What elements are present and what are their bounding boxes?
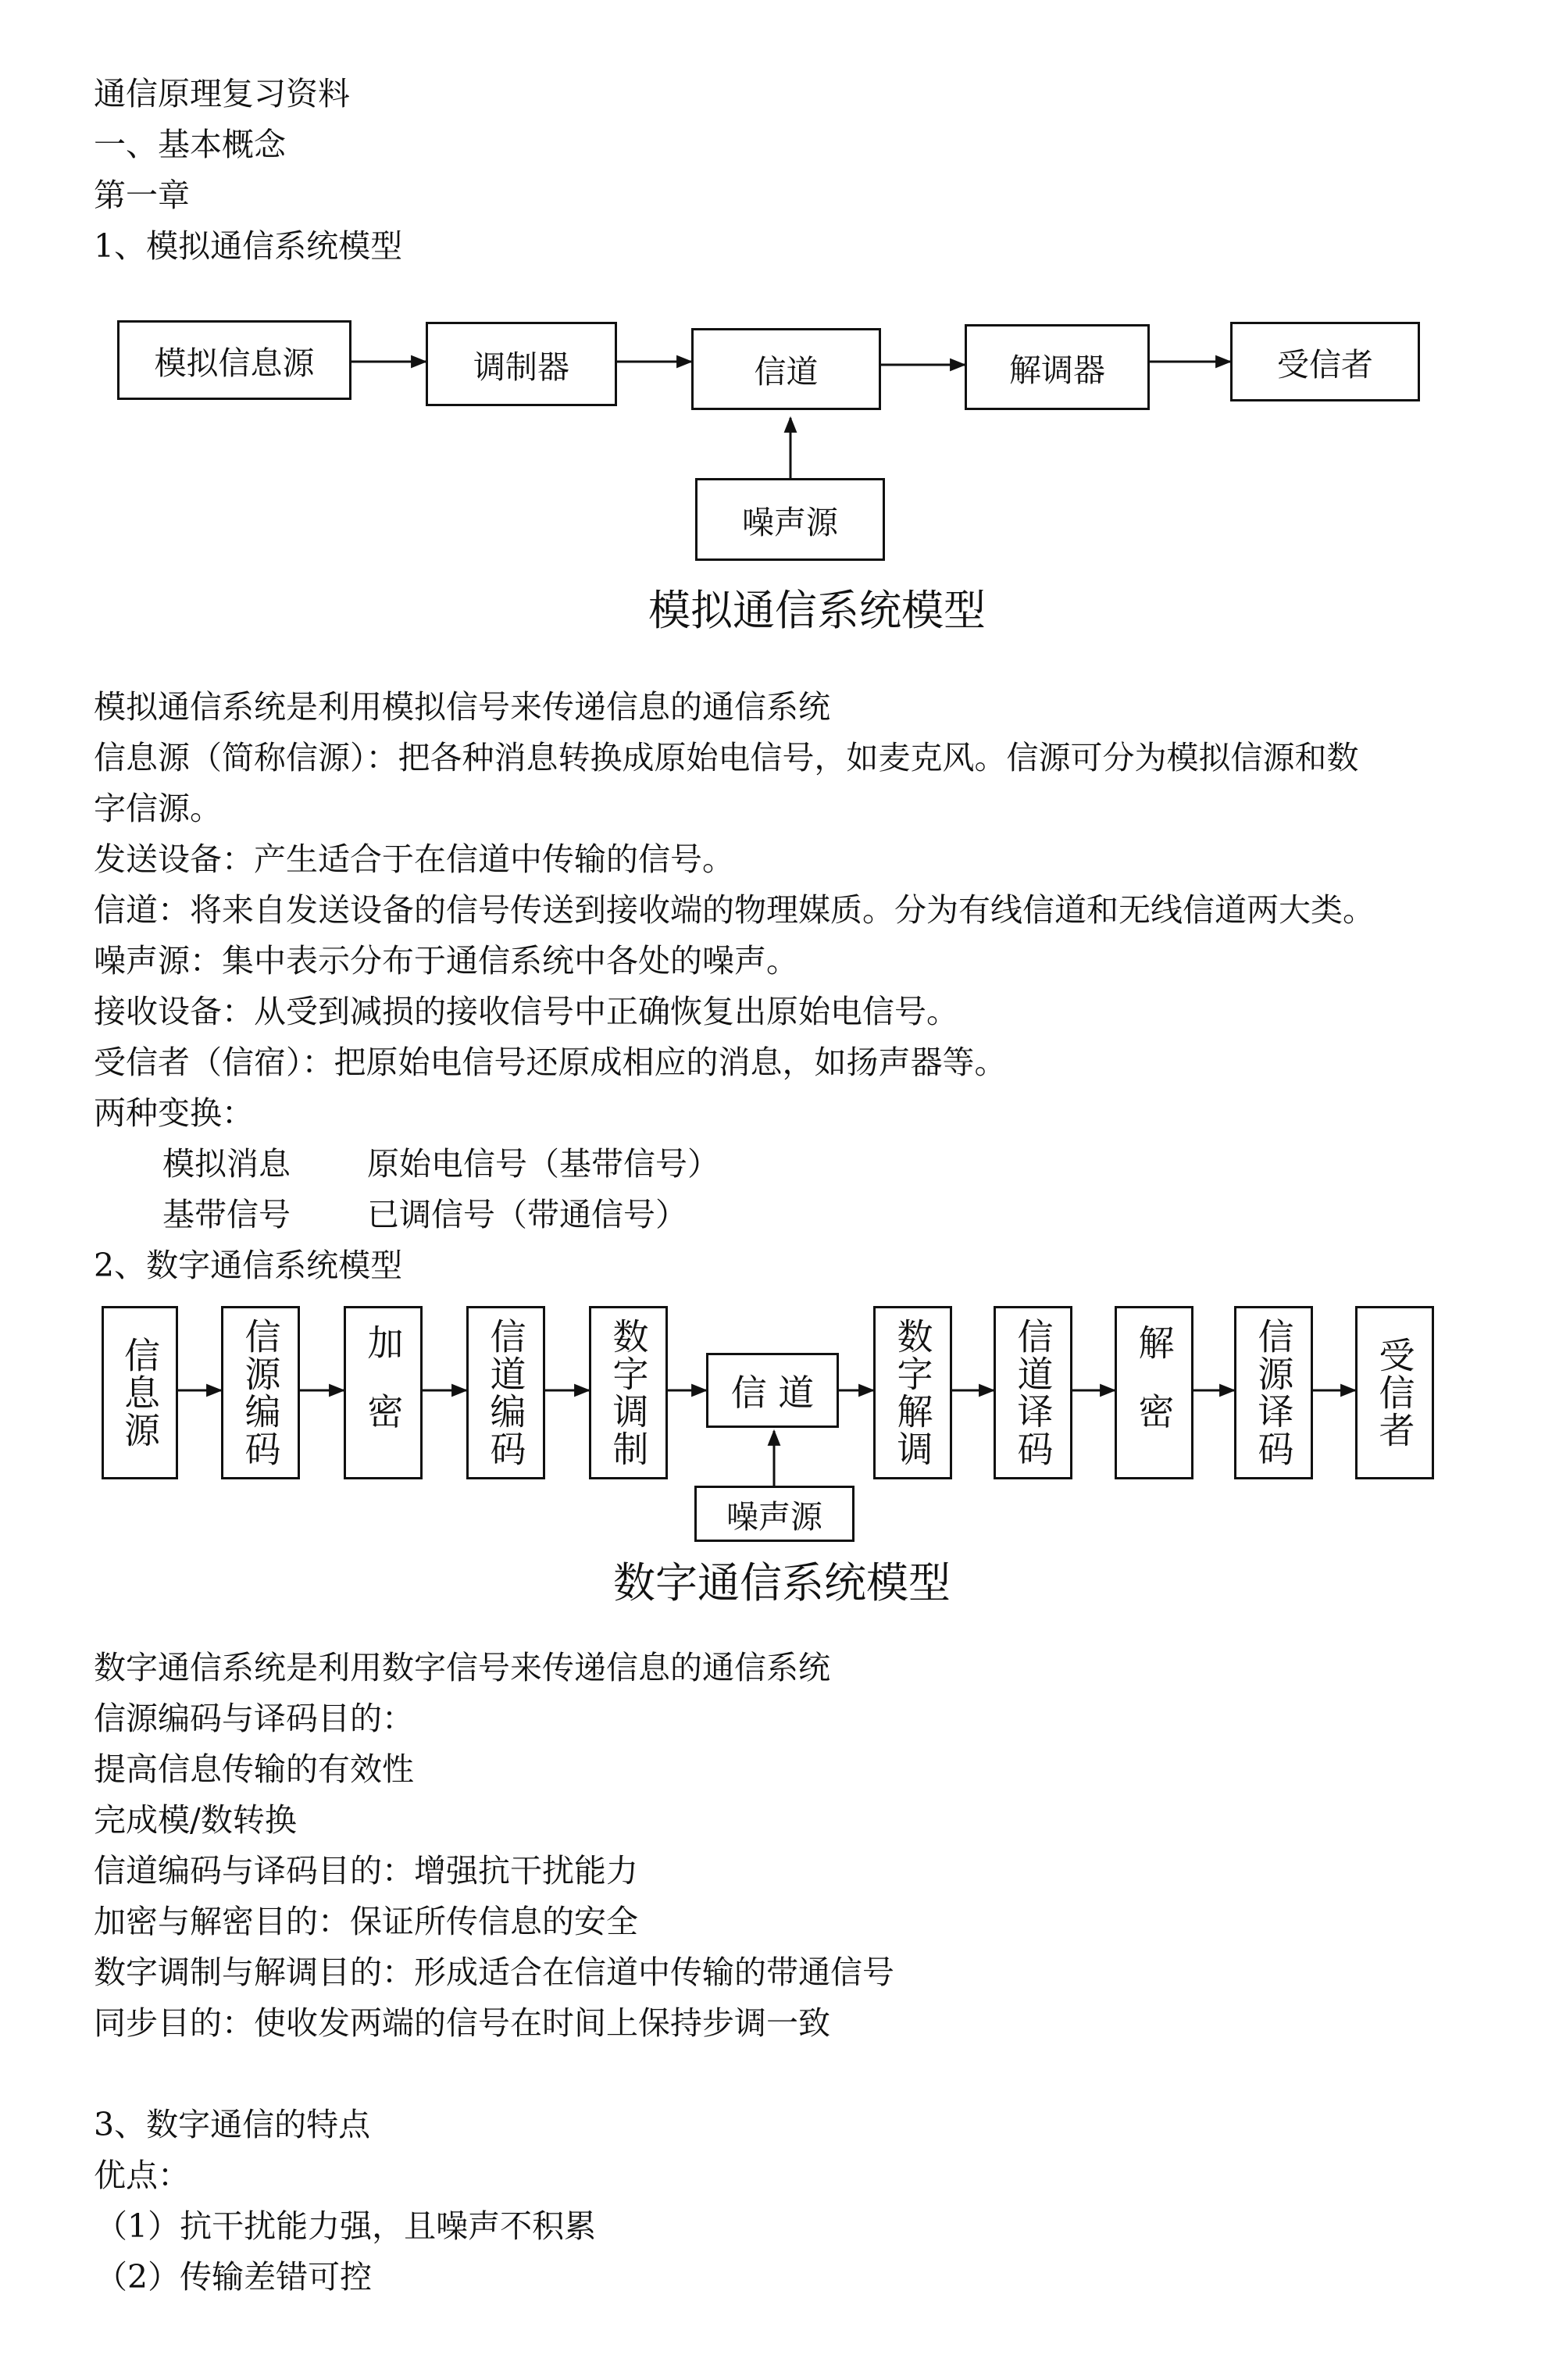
noise-description: 噪声源：集中表示分布于通信系统中各处的噪声。 xyxy=(94,942,798,979)
receiver-equipment-description: 接收设备：从受到减损的接收信号中正确恢复出原始电信号。 xyxy=(94,993,958,1030)
section-heading: 一、基本概念 xyxy=(94,126,286,163)
synchronization-purpose: 同步目的：使收发两端的信号在时间上保持步调一致 xyxy=(94,2004,830,2042)
item2-heading: 2、数字通信系统模型 xyxy=(94,1247,403,1284)
advantages-label: 优点： xyxy=(94,2157,190,2194)
transform2-from: 基带信号 xyxy=(162,1196,291,1233)
analog-diagram-caption: 模拟通信系统模型 xyxy=(648,586,986,635)
digital-source-box: 信息源 xyxy=(102,1306,178,1479)
analog-receiver-box: 受信者 xyxy=(1230,322,1420,401)
item3-heading: 3、数字通信的特点 xyxy=(94,2106,371,2143)
channel-description: 信道：将来自发送设备的信号传送到接收端的物理媒质。分为有线信道和无线信道两大类。 xyxy=(94,891,1375,929)
analog-source-box: 模拟信息源 xyxy=(117,320,351,400)
digital-channel-box: 信 道 xyxy=(706,1353,839,1428)
modulation-purpose: 数字调制与解调目的：形成适合在信道中传输的带通信号 xyxy=(94,1954,894,1991)
advantage-2: （2）传输差错可控 xyxy=(95,2258,373,2296)
encryption-purpose: 加密与解密目的：保证所传信息的安全 xyxy=(94,1903,638,1940)
source-coding-purpose-1: 提高信息传输的有效性 xyxy=(94,1750,414,1788)
source-decoder-box: 信源译码 xyxy=(1234,1306,1313,1479)
analog-definition: 模拟通信系统是利用模拟信号来传递信息的通信系统 xyxy=(94,688,830,726)
transmitter-description: 发送设备：产生适合于在信道中传输的信号。 xyxy=(94,840,734,878)
source-description-line1: 信息源（简称信源）：把各种消息转换成原始电信号，如麦克风。信源可分为模拟信源和数 xyxy=(94,739,1359,776)
document-title: 通信原理复习资料 xyxy=(94,75,350,112)
sink-description: 受信者（信宿）：把原始电信号还原成相应的消息，如扬声器等。 xyxy=(94,1044,1007,1081)
decryption-box: 解密 xyxy=(1115,1306,1193,1479)
digital-receiver-box: 受信者 xyxy=(1355,1306,1434,1479)
modulator-box: 调制器 xyxy=(426,322,617,406)
two-transformations-label: 两种变换： xyxy=(94,1094,254,1132)
transform1-to: 原始电信号（基带信号） xyxy=(367,1145,719,1183)
transform1-from: 模拟消息 xyxy=(162,1145,291,1183)
analog-noise-box: 噪声源 xyxy=(695,478,885,561)
advantage-1: （1）抗干扰能力强，且噪声不积累 xyxy=(95,2207,597,2245)
source-coding-purpose-2: 完成模/数转换 xyxy=(94,1801,297,1839)
source-description-line2: 字信源。 xyxy=(94,790,222,827)
source-encoder-box: 信源编码 xyxy=(221,1306,300,1479)
digital-demodulator-box: 数字解调 xyxy=(873,1306,952,1479)
transform2-to: 已调信号（带通信号） xyxy=(367,1196,687,1233)
source-coding-purpose-label: 信源编码与译码目的： xyxy=(94,1700,414,1737)
item1-heading: 1、模拟通信系统模型 xyxy=(94,227,403,265)
channel-decoder-box: 信道译码 xyxy=(994,1306,1072,1479)
analog-channel-box: 信道 xyxy=(691,328,881,410)
channel-coding-purpose: 信道编码与译码目的：增强抗干扰能力 xyxy=(94,1852,638,1889)
digital-modulator-box: 数字调制 xyxy=(589,1306,668,1479)
digital-diagram-caption: 数字通信系统模型 xyxy=(613,1558,951,1607)
demodulator-box: 解调器 xyxy=(965,324,1150,410)
channel-encoder-box: 信道编码 xyxy=(466,1306,545,1479)
digital-noise-box: 噪声源 xyxy=(694,1486,854,1542)
chapter-heading: 第一章 xyxy=(94,177,190,214)
encryption-box: 加密 xyxy=(344,1306,423,1479)
digital-definition: 数字通信系统是利用数字信号来传递信息的通信系统 xyxy=(94,1649,830,1686)
